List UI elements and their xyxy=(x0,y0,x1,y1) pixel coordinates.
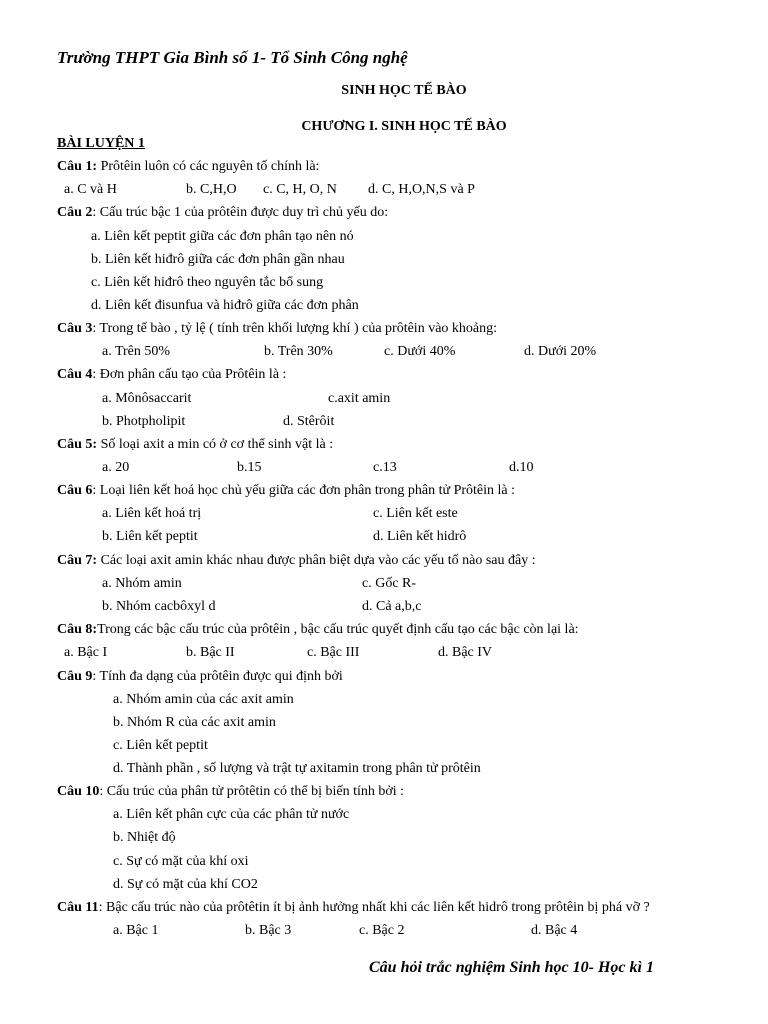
q1-option-d: d. C, H,O,N,S và P xyxy=(368,182,475,197)
q5-option-c: c.13 xyxy=(373,460,397,475)
question-text: Prôtêin luôn có các nguyên tố chính là: xyxy=(97,159,320,174)
question-text: : Đơn phân cấu tạo của Prôtêin là : xyxy=(92,367,287,382)
subject-title: SINH HỌC TẾ BÀO xyxy=(341,83,467,98)
question-number: Câu 3 xyxy=(57,321,93,336)
question-text: : Cấu trúc bậc 1 của prôtêin được duy trì chủ yếu do: xyxy=(92,205,389,220)
question-number: Câu 6 xyxy=(57,483,93,498)
footer-title: Câu hỏi trắc nghiệm Sinh học 10- Học kì 1 xyxy=(369,959,654,976)
question-7 xyxy=(57,552,536,570)
q7-option-d: d. Cả a,b,c xyxy=(362,599,422,614)
q10-option-d: d. Sự có mặt của khí CO2 xyxy=(113,877,258,892)
q7-option-a: a. Nhóm amin xyxy=(102,576,182,591)
q6-option-a: a. Liên kết hoá trị xyxy=(102,506,202,521)
q2-option-b: b. Liên kết hiđrô giữa các đơn phân gần nhau xyxy=(91,252,345,267)
q11-option-a: a. Bậc 1 xyxy=(113,923,159,938)
q4-option-a: a. Mônôsaccarit xyxy=(102,391,192,406)
question-number: Câu 2 xyxy=(57,205,93,220)
q4-option-b: b. Photpholipit xyxy=(102,414,186,429)
question-text: : Bậc cấu trúc nào của prôtêtin ít bị ảnh hưởng nhất khi các liên kết hidrô trong prôtêin bị phá vỡ ? xyxy=(98,900,650,915)
question-text: Trong các bậc cấu trúc của prôtêin , bậc cấu trúc quyết định cấu tạo các bậc còn lại là: xyxy=(97,622,579,637)
q10-option-a: a. Liên kết phân cực của các phân tử nước xyxy=(113,807,350,822)
q11-option-c: c. Bậc 2 xyxy=(359,923,405,938)
q8-option-d: d. Bậc IV xyxy=(438,645,493,660)
question-number: Câu 10 xyxy=(57,784,100,799)
q3-option-c: c. Dưới 40% xyxy=(384,344,456,359)
q11-option-b: b. Bậc 3 xyxy=(245,923,292,938)
q10-option-b: b. Nhiệt độ xyxy=(113,830,176,845)
q10-option-c: c. Sự có mặt của khí oxi xyxy=(113,854,249,869)
q2-option-a: a. Liên kết peptit giữa các đơn phân tạo nên nó xyxy=(91,229,354,244)
q3-option-d: d. Dưới 20% xyxy=(524,344,597,359)
q2-option-d: d. Liên kết đisunfua và hiđrô giữa các đơn phân xyxy=(91,298,359,313)
q8-option-a: a. Bậc I xyxy=(64,645,108,660)
q9-option-d: d. Thành phần , số lượng và trật tự axitamin trong phân tử prôtêin xyxy=(113,761,481,776)
question-6 xyxy=(57,482,515,500)
question-3 xyxy=(57,320,497,338)
q11-option-d: d. Bậc 4 xyxy=(531,923,578,938)
q4-option-d: d. Stêrôit xyxy=(283,414,335,429)
question-number: Câu 11 xyxy=(57,900,99,915)
question-text: : Trong tế bào , tỷ lệ ( tính trên khối lượng khí ) của prôtêin vào khoảng: xyxy=(92,321,498,336)
question-text: : Cấu trúc của phân tử prôtêtin có thể bị biến tính bởi : xyxy=(99,784,405,799)
question-1 xyxy=(57,158,319,176)
question-4 xyxy=(57,366,286,384)
q5-option-b: b.15 xyxy=(237,460,262,475)
question-11 xyxy=(57,899,650,917)
q5-option-d: d.10 xyxy=(509,460,534,475)
question-5 xyxy=(57,436,333,454)
q8-option-c: c. Bậc III xyxy=(307,645,360,660)
q1-option-b: b. C,H,O xyxy=(186,182,237,197)
q1-option-a: a. C và H xyxy=(64,182,117,197)
question-number: Câu 5: xyxy=(57,437,98,452)
question-number: Câu 4 xyxy=(57,367,93,382)
q9-option-b: b. Nhóm R của các axit amin xyxy=(113,715,276,730)
q1-option-c: c. C, H, O, N xyxy=(263,182,337,197)
q9-option-a: a. Nhóm amin của các axit amin xyxy=(113,692,294,707)
q6-option-d: d. Liên kết hidrô xyxy=(373,529,467,544)
question-10 xyxy=(57,783,404,801)
q2-option-c: c. Liên kết hiđrô theo nguyên tắc bổ sung xyxy=(91,275,324,290)
question-text: : Loại liên kết hoá học chủ yếu giữa các đơn phân trong phân tử Prôtêin là : xyxy=(92,483,516,498)
question-number: Câu 7: xyxy=(57,553,98,568)
question-number: Câu 1: xyxy=(57,159,98,174)
question-9 xyxy=(57,668,343,686)
chapter-title: CHƯƠNG I. SINH HỌC TẾ BÀO xyxy=(301,119,507,134)
q7-option-b: b. Nhóm cacbôxyl d xyxy=(102,599,216,614)
q8-option-b: b. Bậc II xyxy=(186,645,235,660)
question-number: Câu 8: xyxy=(57,622,98,637)
q6-option-b: b. Liên kết peptit xyxy=(102,529,198,544)
question-text: : Tính đa dạng của prôtêin được qui định bởi xyxy=(92,669,343,684)
question-8 xyxy=(57,621,579,639)
q9-option-c: c. Liên kết peptit xyxy=(113,738,208,753)
q3-option-a: a. Trên 50% xyxy=(102,344,171,359)
question-text: Các loại axit amin khác nhau được phân biệt dựa vào các yếu tố nào sau đây : xyxy=(97,553,536,568)
q5-option-a: a. 20 xyxy=(102,460,130,475)
school-header: Trường THPT Gia Bình số 1- Tổ Sinh Công nghệ xyxy=(57,48,408,67)
q3-option-b: b. Trên 30% xyxy=(264,344,333,359)
question-number: Câu 9 xyxy=(57,669,93,684)
q4-option-c: c.axit amin xyxy=(328,391,391,406)
question-2 xyxy=(57,204,388,222)
q7-option-c: c. Gốc R- xyxy=(362,576,417,591)
q6-option-c: c. Liên kết este xyxy=(373,506,458,521)
lesson-title: BÀI LUYỆN 1 xyxy=(57,136,145,151)
question-text: Số loại axit a min có ở cơ thể sinh vật là : xyxy=(97,437,334,452)
